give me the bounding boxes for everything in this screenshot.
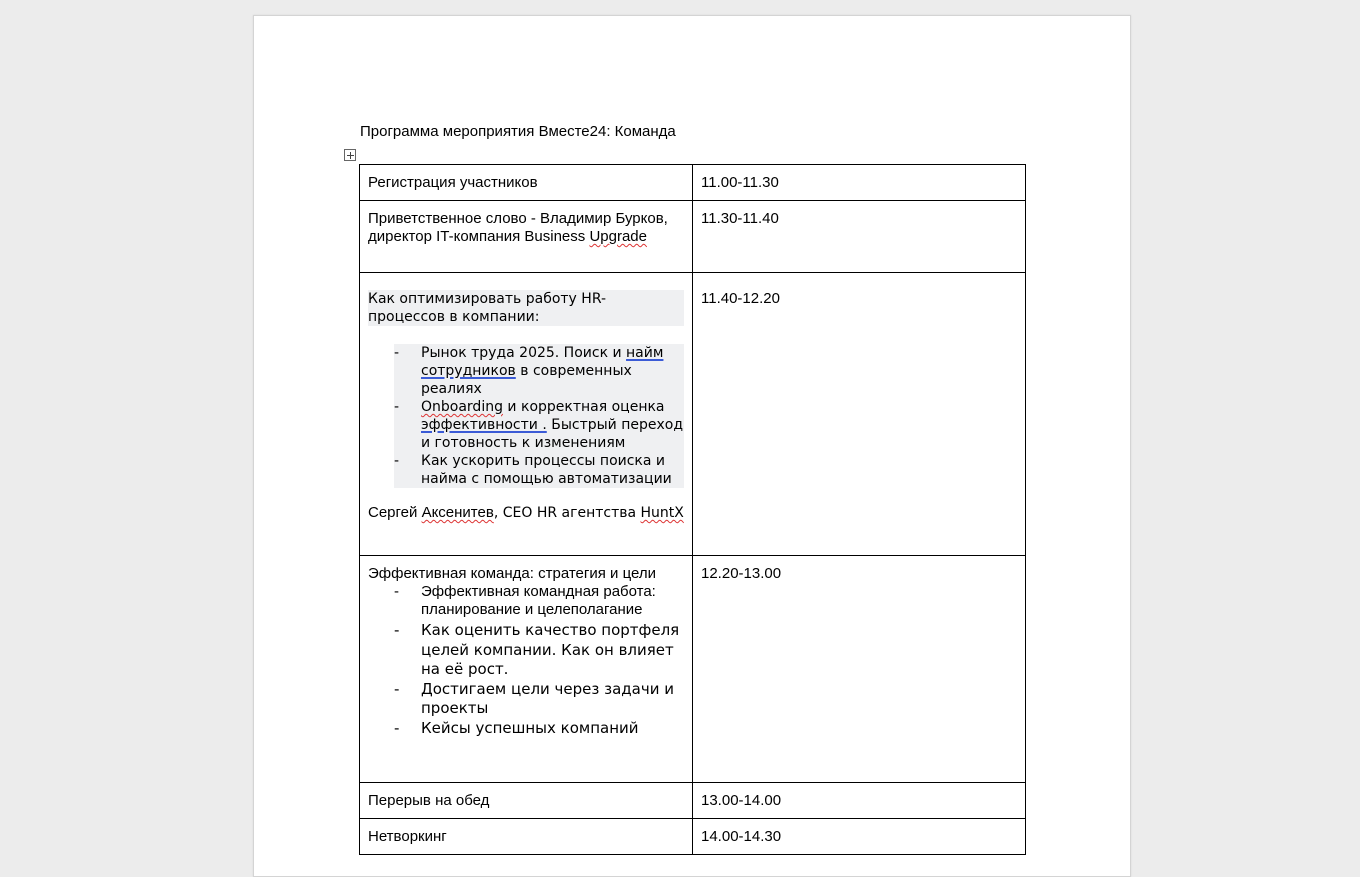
list-item <box>368 680 684 719</box>
topic-text: Регистрация участников <box>368 174 538 191</box>
section-lead: Эффективная команда: стратегия и цели <box>368 565 656 582</box>
topic-list <box>394 344 684 488</box>
list-item <box>368 621 684 680</box>
topic-text: Нетворкинг <box>368 828 447 845</box>
list-dash: - <box>394 718 400 737</box>
time-cell[interactable] <box>693 819 1026 855</box>
table-row <box>360 201 1026 273</box>
list-dash: - <box>394 453 400 469</box>
time-cell[interactable] <box>693 783 1026 819</box>
topic-text: Приветственное слово - Владимир Бурков, директор IT-компания Business <box>368 210 668 245</box>
table-row <box>360 783 1026 819</box>
topic-list <box>368 583 684 738</box>
speaker-text: Сергей <box>368 504 422 521</box>
time-cell[interactable] <box>693 273 1026 556</box>
topic-text: Перерыв на обед <box>368 792 490 809</box>
list-item <box>394 398 684 452</box>
time-cell[interactable] <box>693 165 1026 201</box>
item-text: Быстрый переход и готовность к изменениям <box>421 417 684 451</box>
grammar-phrase: найм сотрудников <box>421 345 664 379</box>
spellcheck-word: Onboarding <box>421 399 503 415</box>
topic-cell[interactable] <box>360 201 693 273</box>
list-dash: - <box>394 583 399 600</box>
table-row <box>360 273 1026 556</box>
item-text: Рынок труда 2025. Поиск и <box>421 345 627 361</box>
document-title[interactable]: Программа мероприятия Вместе24: Команда <box>360 123 676 140</box>
list-item <box>394 452 684 488</box>
table-row <box>360 556 1026 783</box>
topic-cell[interactable] <box>360 556 693 783</box>
list-dash: - <box>394 621 400 639</box>
grammar-phrase: эффективности . <box>421 417 547 433</box>
spellcheck-word: Upgrade <box>589 228 647 245</box>
table-row <box>360 165 1026 201</box>
time-cell[interactable] <box>693 556 1026 783</box>
item-text: Достигаем цели через задачи и проекты <box>421 679 675 717</box>
time-text: 11.40-12.20 <box>701 290 780 307</box>
time-text: 14.00-14.30 <box>701 828 782 845</box>
item-text: Как ускорить процессы поиска и найма с помощью автоматизации <box>421 453 672 487</box>
table-row <box>360 819 1026 855</box>
time-text: 13.00-14.00 <box>701 792 782 809</box>
topic-cell[interactable] <box>360 273 693 556</box>
time-text: 12.20-13.00 <box>701 565 782 582</box>
list-dash: - <box>394 399 400 415</box>
list-item <box>368 719 684 739</box>
item-text: Как оценить качество портфеля целей компании. Как он влияет на её рост. <box>421 621 680 678</box>
section-intro: Как оптимизировать работу HR-процессов в компании: <box>368 290 684 326</box>
item-text: и корректная оценка <box>502 399 665 415</box>
topic-cell[interactable] <box>360 819 693 855</box>
time-cell[interactable] <box>693 201 1026 273</box>
list-item <box>368 583 684 619</box>
speaker-text: , CEO HR агентства <box>493 505 641 521</box>
item-text: Эффективная командная работа: планирование и целеполагание <box>421 583 656 618</box>
list-dash: - <box>394 345 400 361</box>
topic-cell[interactable] <box>360 165 693 201</box>
item-text: в современных реалиях <box>421 363 632 397</box>
list-item <box>394 344 684 398</box>
program-table <box>359 164 1026 855</box>
speaker-line <box>368 504 684 521</box>
spellcheck-word: HuntX <box>640 505 684 521</box>
item-text: Кейсы успешных компаний <box>421 718 639 737</box>
time-text: 11.00-11.30 <box>701 174 779 191</box>
table-move-handle-icon[interactable] <box>344 149 356 161</box>
document-page[interactable] <box>253 15 1131 877</box>
topic-cell[interactable] <box>360 783 693 819</box>
list-dash: - <box>394 679 400 698</box>
spellcheck-word: Аксенитев <box>421 504 494 521</box>
time-text: 11.30-11.40 <box>701 210 779 227</box>
